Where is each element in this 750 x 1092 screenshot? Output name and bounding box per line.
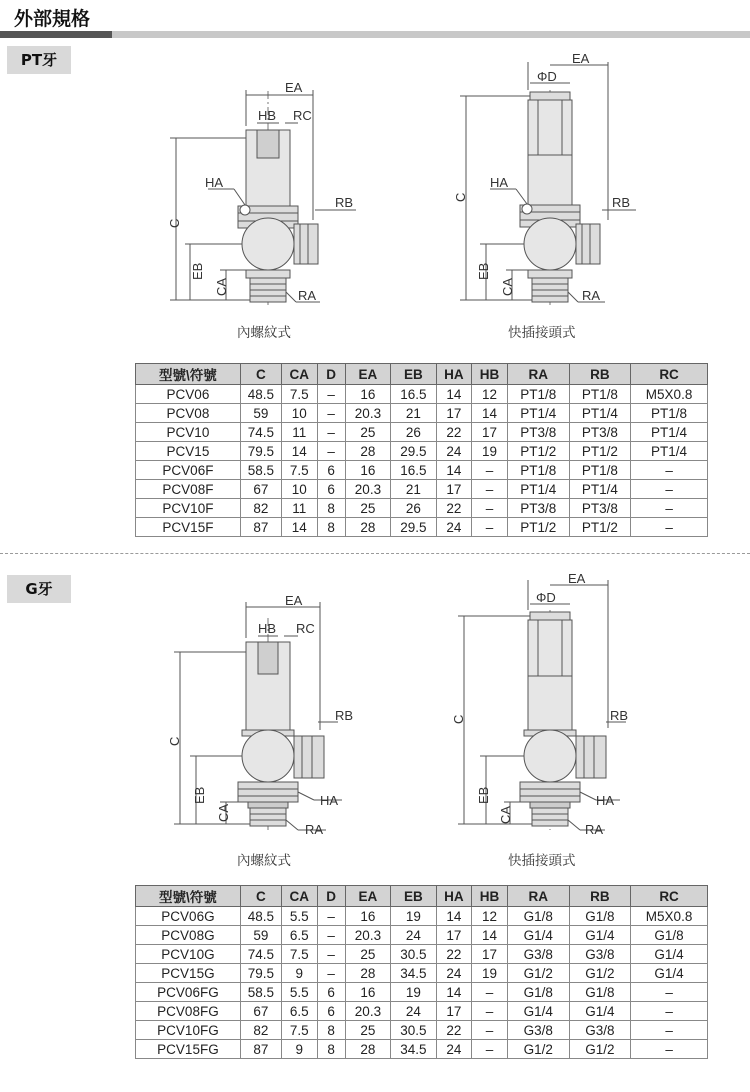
value-cell: PT1/8 xyxy=(507,461,569,480)
value-cell: 28 xyxy=(345,442,390,461)
value-cell: 17 xyxy=(472,945,508,964)
value-cell: 6 xyxy=(317,1002,345,1021)
value-cell: 20.3 xyxy=(345,404,390,423)
value-cell: 26 xyxy=(391,499,436,518)
drawing-g-pushin xyxy=(430,568,650,842)
value-cell: PT3/8 xyxy=(569,499,631,518)
label-rb: RB xyxy=(335,195,354,210)
model-cell: PCV15G xyxy=(136,964,241,983)
model-cell: PCV10 xyxy=(136,423,241,442)
value-cell: – xyxy=(472,983,508,1002)
label-phid: ΦD xyxy=(536,590,556,605)
value-cell: G1/4 xyxy=(569,1002,631,1021)
column-header: HB xyxy=(472,364,508,385)
caption-pt-female: 內螺紋式 xyxy=(237,325,291,341)
value-cell: – xyxy=(472,518,508,537)
value-cell: 29.5 xyxy=(391,442,436,461)
value-cell: 25 xyxy=(345,423,390,442)
value-cell: G1/8 xyxy=(507,907,569,926)
value-cell: G1/4 xyxy=(507,1002,569,1021)
value-cell: 6.5 xyxy=(281,1002,317,1021)
value-cell: 58.5 xyxy=(240,461,281,480)
value-cell: – xyxy=(472,1021,508,1040)
value-cell: – xyxy=(472,461,508,480)
value-cell: 21 xyxy=(391,404,436,423)
value-cell: G3/8 xyxy=(569,945,631,964)
label-ca: CA xyxy=(216,803,231,822)
value-cell: 25 xyxy=(345,499,390,518)
value-cell: – xyxy=(631,499,708,518)
value-cell: 25 xyxy=(345,1021,390,1040)
value-cell: 59 xyxy=(240,926,281,945)
label-ra: RA xyxy=(298,288,317,303)
table-row xyxy=(136,404,708,423)
column-header: RC xyxy=(631,886,708,907)
value-cell: 14 xyxy=(436,461,472,480)
column-header: HA xyxy=(436,364,472,385)
value-cell: PT1/4 xyxy=(631,423,708,442)
column-header: 型號\符號 xyxy=(136,364,241,385)
value-cell: – xyxy=(472,499,508,518)
value-cell: 16 xyxy=(345,461,390,480)
value-cell: PT1/8 xyxy=(569,385,631,404)
value-cell: PT3/8 xyxy=(507,499,569,518)
value-cell: PT1/2 xyxy=(569,442,631,461)
header-bar-dark xyxy=(0,31,112,38)
column-header: C xyxy=(240,886,281,907)
model-cell: PCV15FG xyxy=(136,1040,241,1059)
table-row xyxy=(136,907,708,926)
value-cell: 11 xyxy=(281,423,317,442)
value-cell: – xyxy=(631,480,708,499)
label-eb: EB xyxy=(476,262,491,280)
value-cell: 6 xyxy=(317,983,345,1002)
value-cell: – xyxy=(472,480,508,499)
value-cell: – xyxy=(317,442,345,461)
value-cell: – xyxy=(317,404,345,423)
column-header: CA xyxy=(281,886,317,907)
value-cell: PT1/2 xyxy=(507,442,569,461)
drawing-pt-female xyxy=(150,60,370,322)
table-row xyxy=(136,423,708,442)
value-cell: PT1/2 xyxy=(569,518,631,537)
value-cell: 67 xyxy=(240,1002,281,1021)
value-cell: – xyxy=(317,385,345,404)
label-rc: RC xyxy=(293,108,312,123)
table-header-row xyxy=(136,886,708,907)
value-cell: 16 xyxy=(345,385,390,404)
value-cell: 5.5 xyxy=(281,907,317,926)
label-ha: HA xyxy=(596,793,615,808)
value-cell: 14 xyxy=(472,404,508,423)
value-cell: 25 xyxy=(345,945,390,964)
model-cell: PCV08FG xyxy=(136,1002,241,1021)
value-cell: 22 xyxy=(436,1021,472,1040)
value-cell: G3/8 xyxy=(507,1021,569,1040)
value-cell: PT1/8 xyxy=(631,404,708,423)
model-cell: PCV06FG xyxy=(136,983,241,1002)
label-hb: HB xyxy=(258,621,277,636)
value-cell: 17 xyxy=(472,423,508,442)
model-cell: PCV08 xyxy=(136,404,241,423)
column-header: RC xyxy=(631,364,708,385)
table-row xyxy=(136,1002,708,1021)
label-ea: EA xyxy=(285,80,303,95)
table-row xyxy=(136,1021,708,1040)
value-cell: G1/2 xyxy=(569,1040,631,1059)
value-cell: 74.5 xyxy=(240,423,281,442)
value-cell: 7.5 xyxy=(281,461,317,480)
value-cell: 20.3 xyxy=(345,926,390,945)
value-cell: 26 xyxy=(391,423,436,442)
value-cell: 79.5 xyxy=(240,442,281,461)
label-ha: HA xyxy=(205,175,224,190)
column-header: HA xyxy=(436,886,472,907)
value-cell: 34.5 xyxy=(391,1040,436,1059)
page-header xyxy=(0,0,750,38)
value-cell: 87 xyxy=(240,1040,281,1059)
value-cell: – xyxy=(472,1002,508,1021)
model-cell: PCV08F xyxy=(136,480,241,499)
value-cell: 59 xyxy=(240,404,281,423)
column-header: C xyxy=(240,364,281,385)
value-cell: – xyxy=(631,1002,708,1021)
value-cell: 19 xyxy=(472,442,508,461)
label-rb: RB xyxy=(335,708,354,723)
table-row xyxy=(136,442,708,461)
value-cell: – xyxy=(317,964,345,983)
label-rb: RB xyxy=(612,195,631,210)
value-cell: 30.5 xyxy=(391,1021,436,1040)
column-header: EB xyxy=(391,364,436,385)
value-cell: M5X0.8 xyxy=(631,385,708,404)
spec-table-pt xyxy=(135,363,708,537)
value-cell: 8 xyxy=(317,518,345,537)
value-cell: 19 xyxy=(472,964,508,983)
label-ea: EA xyxy=(572,51,590,66)
value-cell: 6 xyxy=(317,461,345,480)
value-cell: 22 xyxy=(436,423,472,442)
table-row xyxy=(136,499,708,518)
value-cell: 14 xyxy=(472,926,508,945)
value-cell: – xyxy=(631,461,708,480)
table-row xyxy=(136,1040,708,1059)
drawing-g-female xyxy=(150,590,370,842)
value-cell: 7.5 xyxy=(281,1021,317,1040)
table-row xyxy=(136,480,708,499)
value-cell: 14 xyxy=(281,518,317,537)
label-eb: EB xyxy=(476,786,491,804)
value-cell: 24 xyxy=(391,1002,436,1021)
caption-g-female: 內螺紋式 xyxy=(237,853,291,869)
section-divider xyxy=(0,553,750,554)
table-row xyxy=(136,385,708,404)
value-cell: G1/2 xyxy=(507,1040,569,1059)
value-cell: – xyxy=(317,945,345,964)
value-cell: 8 xyxy=(317,1040,345,1059)
section-tab-g: G牙 xyxy=(7,575,71,603)
value-cell: 67 xyxy=(240,480,281,499)
model-cell: PCV15 xyxy=(136,442,241,461)
value-cell: 82 xyxy=(240,1021,281,1040)
model-cell: PCV06F xyxy=(136,461,241,480)
value-cell: 8 xyxy=(317,499,345,518)
value-cell: 6.5 xyxy=(281,926,317,945)
value-cell: G1/4 xyxy=(569,926,631,945)
value-cell: – xyxy=(317,926,345,945)
label-phid: ΦD xyxy=(537,69,557,84)
value-cell: 48.5 xyxy=(240,385,281,404)
label-hb: HB xyxy=(258,108,277,123)
label-eb: EB xyxy=(192,786,207,804)
value-cell: – xyxy=(317,423,345,442)
value-cell: G1/8 xyxy=(569,983,631,1002)
value-cell: PT1/4 xyxy=(507,404,569,423)
model-cell: PCV06G xyxy=(136,907,241,926)
value-cell: 28 xyxy=(345,518,390,537)
value-cell: 30.5 xyxy=(391,945,436,964)
value-cell: 87 xyxy=(240,518,281,537)
label-rc: RC xyxy=(296,621,315,636)
label-c: C xyxy=(167,218,182,228)
value-cell: – xyxy=(631,983,708,1002)
label-c: C xyxy=(451,714,466,724)
column-header: D xyxy=(317,886,345,907)
label-c: C xyxy=(167,736,182,746)
value-cell: 24 xyxy=(436,1040,472,1059)
value-cell: G1/2 xyxy=(507,964,569,983)
value-cell: 20.3 xyxy=(345,1002,390,1021)
value-cell: PT1/8 xyxy=(569,461,631,480)
value-cell: 48.5 xyxy=(240,907,281,926)
value-cell: 19 xyxy=(391,983,436,1002)
page-title: 外部規格 xyxy=(14,8,91,30)
table-row xyxy=(136,926,708,945)
value-cell: 11 xyxy=(281,499,317,518)
value-cell: G3/8 xyxy=(507,945,569,964)
value-cell: G1/4 xyxy=(631,964,708,983)
model-cell: PCV08G xyxy=(136,926,241,945)
value-cell: 58.5 xyxy=(240,983,281,1002)
value-cell: PT1/2 xyxy=(507,518,569,537)
value-cell: 21 xyxy=(391,480,436,499)
value-cell: 82 xyxy=(240,499,281,518)
value-cell: 9 xyxy=(281,964,317,983)
value-cell: 74.5 xyxy=(240,945,281,964)
value-cell: 17 xyxy=(436,480,472,499)
label-rb: RB xyxy=(610,708,629,723)
column-header: EA xyxy=(345,886,390,907)
label-ra: RA xyxy=(582,288,601,303)
label-ra: RA xyxy=(585,822,604,837)
value-cell: 14 xyxy=(281,442,317,461)
value-cell: 10 xyxy=(281,404,317,423)
model-cell: PCV06 xyxy=(136,385,241,404)
label-ca: CA xyxy=(214,277,229,296)
value-cell: 16 xyxy=(345,983,390,1002)
value-cell: 10 xyxy=(281,480,317,499)
column-header: RA xyxy=(507,886,569,907)
value-cell: 16 xyxy=(345,907,390,926)
value-cell: 7.5 xyxy=(281,385,317,404)
value-cell: 24 xyxy=(436,518,472,537)
value-cell: – xyxy=(631,1040,708,1059)
value-cell: 8 xyxy=(317,1021,345,1040)
value-cell: 5.5 xyxy=(281,983,317,1002)
caption-g-pushin: 快插接頭式 xyxy=(508,853,576,869)
column-header: HB xyxy=(472,886,508,907)
value-cell: – xyxy=(472,1040,508,1059)
table-row xyxy=(136,964,708,983)
value-cell: 28 xyxy=(345,964,390,983)
header-bar-light xyxy=(112,31,750,38)
label-ea: EA xyxy=(568,571,586,586)
value-cell: 79.5 xyxy=(240,964,281,983)
value-cell: PT1/4 xyxy=(569,404,631,423)
value-cell: 7.5 xyxy=(281,945,317,964)
label-ra: RA xyxy=(305,822,324,837)
label-ea: EA xyxy=(285,593,303,608)
value-cell: 20.3 xyxy=(345,480,390,499)
spec-table-g xyxy=(135,885,708,1059)
section-tab-pt: PT牙 xyxy=(7,46,71,74)
label-c: C xyxy=(453,192,468,202)
value-cell: 12 xyxy=(472,907,508,926)
value-cell: 14 xyxy=(436,907,472,926)
label-ca: CA xyxy=(498,805,513,824)
table-row xyxy=(136,518,708,537)
caption-pt-pushin: 快插接頭式 xyxy=(508,325,576,341)
column-header: 型號\符號 xyxy=(136,886,241,907)
column-header: EA xyxy=(345,364,390,385)
value-cell: 16.5 xyxy=(391,385,436,404)
value-cell: G3/8 xyxy=(569,1021,631,1040)
value-cell: G1/8 xyxy=(507,983,569,1002)
value-cell: PT3/8 xyxy=(569,423,631,442)
table-row xyxy=(136,461,708,480)
value-cell: 17 xyxy=(436,1002,472,1021)
drawing-pt-pushin xyxy=(430,50,650,322)
value-cell: 9 xyxy=(281,1040,317,1059)
value-cell: PT1/8 xyxy=(507,385,569,404)
model-cell: PCV10F xyxy=(136,499,241,518)
model-cell: PCV15F xyxy=(136,518,241,537)
value-cell: – xyxy=(317,907,345,926)
value-cell: PT1/4 xyxy=(569,480,631,499)
value-cell: 24 xyxy=(436,442,472,461)
column-header: RA xyxy=(507,364,569,385)
value-cell: G1/8 xyxy=(631,926,708,945)
value-cell: 16.5 xyxy=(391,461,436,480)
column-header: D xyxy=(317,364,345,385)
value-cell: 24 xyxy=(436,964,472,983)
value-cell: 6 xyxy=(317,480,345,499)
value-cell: 24 xyxy=(391,926,436,945)
value-cell: 22 xyxy=(436,945,472,964)
value-cell: 14 xyxy=(436,983,472,1002)
value-cell: 14 xyxy=(436,385,472,404)
value-cell: 17 xyxy=(436,926,472,945)
label-ha: HA xyxy=(320,793,339,808)
value-cell: M5X0.8 xyxy=(631,907,708,926)
column-header: RB xyxy=(569,886,631,907)
value-cell: 12 xyxy=(472,385,508,404)
model-cell: PCV10G xyxy=(136,945,241,964)
value-cell: 17 xyxy=(436,404,472,423)
value-cell: 22 xyxy=(436,499,472,518)
model-cell: PCV10FG xyxy=(136,1021,241,1040)
label-eb: EB xyxy=(190,262,205,280)
value-cell: PT3/8 xyxy=(507,423,569,442)
table-row xyxy=(136,945,708,964)
value-cell: PT1/4 xyxy=(507,480,569,499)
value-cell: 29.5 xyxy=(391,518,436,537)
label-ca: CA xyxy=(500,277,515,296)
label-ha: HA xyxy=(490,175,509,190)
value-cell: 28 xyxy=(345,1040,390,1059)
value-cell: G1/4 xyxy=(507,926,569,945)
value-cell: G1/8 xyxy=(569,907,631,926)
value-cell: 19 xyxy=(391,907,436,926)
value-cell: – xyxy=(631,518,708,537)
column-header: RB xyxy=(569,364,631,385)
value-cell: PT1/4 xyxy=(631,442,708,461)
column-header: CA xyxy=(281,364,317,385)
column-header: EB xyxy=(391,886,436,907)
table-row xyxy=(136,983,708,1002)
value-cell: 34.5 xyxy=(391,964,436,983)
value-cell: – xyxy=(631,1021,708,1040)
table-header-row xyxy=(136,364,708,385)
value-cell: G1/2 xyxy=(569,964,631,983)
value-cell: G1/4 xyxy=(631,945,708,964)
